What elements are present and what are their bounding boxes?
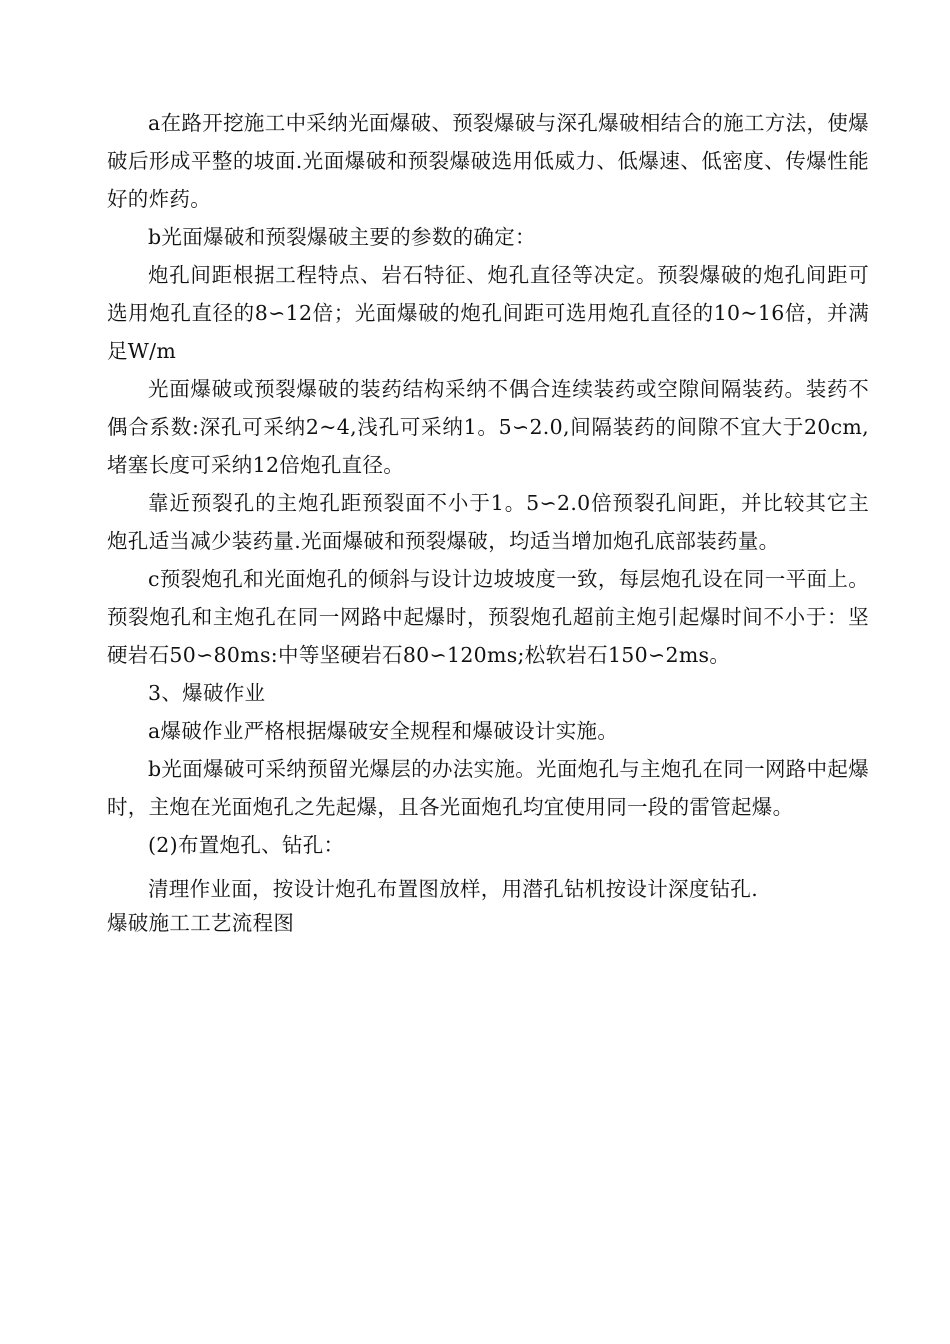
paragraph-smooth-blasting: b光面爆破可采纳预留光爆层的办法实施。光面炮孔与主炮孔在同一网路中起爆时，主炮在光面炮孔之先起爆，且各光面炮孔均宜使用同一段的雷管起爆。 [107, 757, 869, 819]
paragraph-safety-rules: a爆破作业严格根据爆破安全规程和爆破设计实施。 [148, 719, 619, 743]
paragraph-charge-structure: 光面爆破或预裂爆破的装药结构采纳不偶合连续装药或空隙间隔装药。装药不偶合系数:深孔可采纳2~4,浅孔可采纳1。5∽2.0,间隔装药的间隙不宜大于20cm,堵塞长度可采纳12倍炮孔直径。 [107, 377, 869, 477]
paragraph-parameters-heading: b光面爆破和预裂爆破主要的参数的确定： [148, 225, 536, 249]
paragraph-hole-spacing: 炮孔间距根据工程特点、岩石特征、炮孔直径等决定。预裂爆破的炮孔间距可选用炮孔直径的8∽12倍；光面爆破的炮孔间距可选用炮孔直径的10~16倍，并满足W/m [107, 263, 869, 363]
flowchart-caption: 爆破施工工艺流程图 [107, 911, 295, 935]
paragraph-main-hole-distance: 靠近预裂孔的主炮孔距预裂面不小于1。5∽2.0倍预裂孔间距，并比较其它主炮孔适当减少装药量.光面爆破和预裂爆破，均适当增加炮孔底部装药量。 [107, 491, 869, 553]
paragraph-hole-inclination: c预裂炮孔和光面炮孔的倾斜与设计边坡坡度一致，每层炮孔设在同一平面上。预裂炮孔和主炮孔在同一网路中起爆时，预裂炮孔超前主炮引起爆时间不小于：坚硬岩石50∽80ms:中等坚硬岩石80∽120ms;松软岩石150∽2ms。 [107, 567, 869, 667]
paragraph-clean-work-face: 清理作业面，按设计炮孔布置图放样，用潜孔钻机按设计深度钻孔. [148, 877, 759, 901]
document-body [107, 104, 869, 938]
paragraph-blasting-method: a在路开挖施工中采纳光面爆破、预裂爆破与深孔爆破相结合的施工方法，使爆破后形成平整的坡面.光面爆破和预裂爆破选用低威力、低爆速、低密度、传爆性能好的炸药。 [107, 111, 869, 211]
subheading-drilling: (2)布置炮孔、钻孔： [148, 833, 345, 857]
section-heading-blasting-work: 3、爆破作业 [148, 681, 266, 705]
